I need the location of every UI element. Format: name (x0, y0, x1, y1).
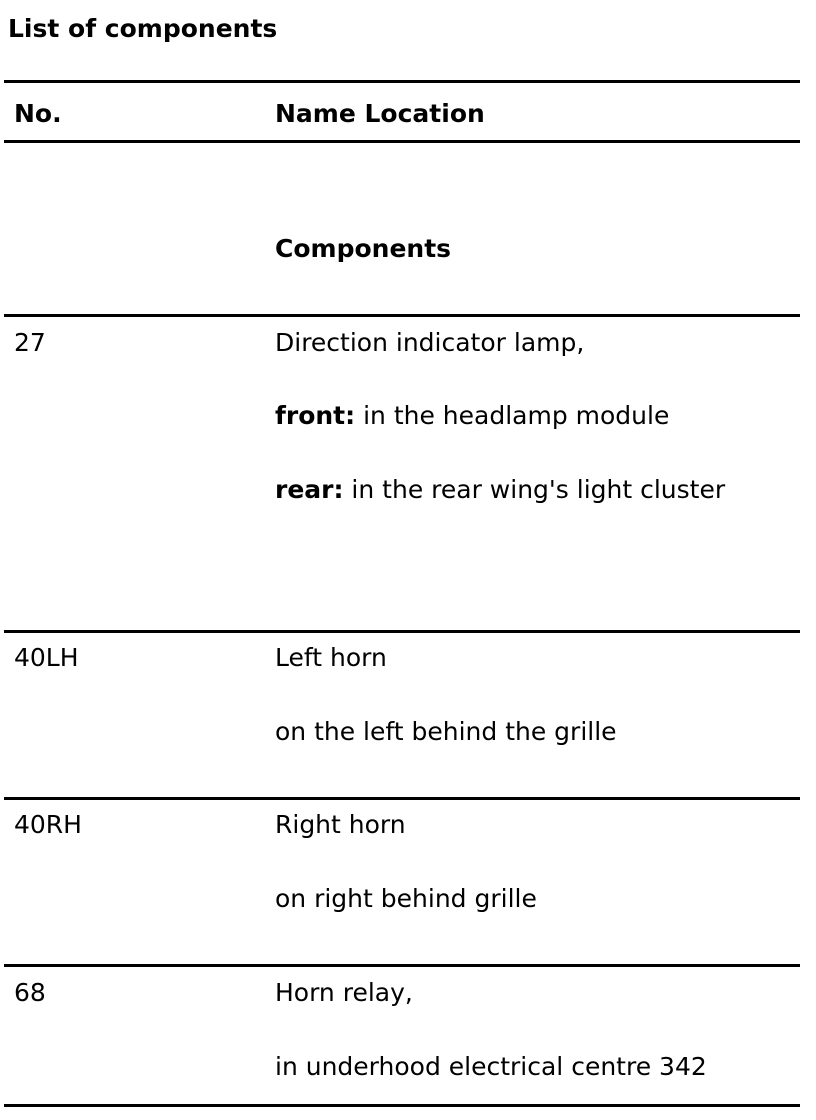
component-location-front (275, 399, 669, 433)
row-number: 27 (14, 328, 46, 357)
header-bottom-rule (4, 140, 800, 143)
section-heading: Components (275, 234, 452, 263)
component-location: on the left behind the grille (275, 717, 617, 746)
row-divider (4, 630, 800, 633)
line-label: front: (275, 401, 356, 430)
component-location: on right behind grille (275, 884, 537, 913)
row-number: 40RH (14, 810, 82, 839)
row-divider (4, 314, 800, 317)
component-name: Left horn (275, 643, 387, 672)
line-text: in the headlamp module (355, 401, 670, 430)
row-divider (4, 797, 800, 800)
row-number: 40LH (14, 643, 79, 672)
document-title: List of components (8, 14, 278, 43)
table-bottom-rule (4, 1104, 800, 1107)
row-divider (4, 964, 800, 967)
component-name: Right horn (275, 810, 406, 839)
row-number: 68 (14, 978, 46, 1007)
component-name: Horn relay, (275, 978, 413, 1007)
component-name (275, 326, 584, 360)
component-location: in underhood electrical centre 342 (275, 1052, 707, 1081)
line-label: rear: (275, 475, 344, 504)
table-top-rule (4, 80, 800, 83)
column-header-no: No. (14, 99, 62, 128)
line-text: in the rear wing's light cluster (343, 475, 726, 504)
line-text: Direction indicator lamp, (275, 328, 585, 357)
column-header-name-location: Name Location (275, 99, 485, 128)
component-location-rear (275, 473, 725, 507)
